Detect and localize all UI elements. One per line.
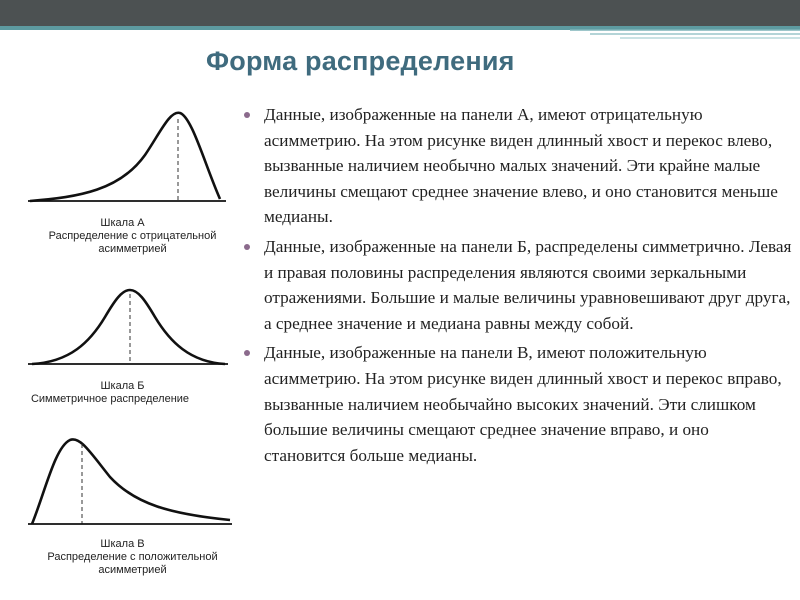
bullet-list <box>244 102 792 472</box>
bullet-item <box>244 102 792 230</box>
header-bar <box>0 0 800 26</box>
bullet-text: Данные, изображенные на панели Б, распределены симметрично. Левая и правая половины распределения являются своими зеркальными отражениями. Большие и малые величины уравновешивают друг друга, а среднее значение и медиана равны между собой. <box>264 236 792 333</box>
panel-b <box>10 282 235 406</box>
panel-c-scale-label: Шкала В <box>100 538 145 550</box>
bullet-item <box>244 340 792 468</box>
bullet-dot-icon <box>244 112 250 118</box>
panel-c-caption: Распределение с положительной асимметрией <box>47 551 218 576</box>
symmetric-curve <box>32 290 225 364</box>
header-stripes-decoration <box>570 28 800 42</box>
panel-b-scale-label: Шкала Б <box>100 380 145 392</box>
bullet-dot-icon <box>244 244 250 250</box>
bullet-dot-icon <box>244 350 250 356</box>
panel-a <box>10 105 235 256</box>
negative-skew-curve-figure <box>10 105 235 213</box>
panel-b-caption: Симметричное распределение <box>30 393 190 405</box>
slide-title: Форма распределения <box>206 46 515 76</box>
negative-skew-curve <box>30 113 220 201</box>
panel-c <box>10 432 235 577</box>
bullet-text: Данные, изображенные на панели А, имеют отрицательную асимметрию. На этом рисунке виден длинный хвост и перекос влево, вызванные наличием необычно малых значений. Эти крайне малые величины смещают среднее значение влево, и оно становится меньше медианы. <box>264 105 778 227</box>
panel-a-scale-label: Шкала А <box>100 217 145 229</box>
bullet-text: Данные, изображенные на панели В, имеют положительную асимметрию. На этом рисунке виден длинный хвост и перекос вправо, вызванные наличием необычайно высоких значений. Эти слишком большие величины смещают среднее значение вправо, и оно становится больше медианы. <box>264 343 782 465</box>
symmetric-curve-figure <box>10 282 235 374</box>
positive-skew-curve-figure <box>10 432 235 532</box>
bullet-item <box>244 234 792 336</box>
panel-a-caption: Распределение с отрицательной асимметрией <box>48 230 217 255</box>
positive-skew-curve <box>32 439 230 524</box>
